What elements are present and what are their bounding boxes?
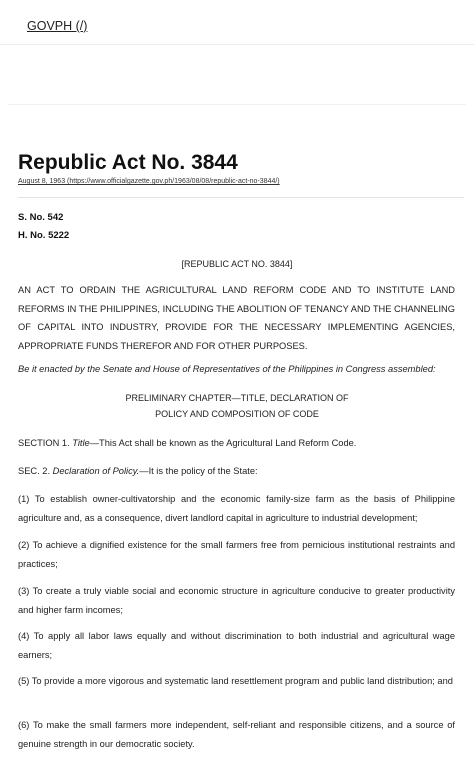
policy-item-5: (5) To provide a more vigorous and systematic land resettlement program and public land distribution; and: [18, 676, 453, 686]
policy-item-3: (3) To create a truly viable social and economic structure in agriculture conducive to greater productivity and higher farm incomes;: [18, 586, 455, 615]
section-2-heading: Declaration of Policy.: [52, 466, 140, 476]
section-1-prefix: SECTION 1.: [18, 438, 73, 448]
section-1-heading: Title: [72, 438, 90, 448]
senate-number: S. No. 542: [18, 212, 64, 223]
policy-item-1: (1) To establish owner-cultivatorship and the economic family-size farm as the basis of Philippine agriculture and, as a consequence, divert landlord capital in agriculture to industrial development;: [18, 494, 455, 523]
act-title: AN ACT TO ORDAIN THE AGRICULTURAL LAND REFORM CODE AND TO INSTITUTE LAND REFORMS IN THE PHILIPPINES, INCLUDING THE ABOLITION OF TENANCY AND THE CHANNELING OF CAPITAL INTO INDUSTRY, PROVIDE FOR THE NECESSARY IMPLEMENTING AGENCIES, APPROPRIATE FUNDS THEREFOR AND FOR OTHER PURPOSES.: [18, 285, 455, 351]
section-2: [18, 462, 455, 481]
enacting-clause: Be it enacted by the Senate and House of Representatives of the Philippines in Congress assembled:: [18, 364, 436, 374]
title-divider: [18, 197, 464, 198]
act-number: [REPUBLIC ACT NO. 3844]: [181, 259, 293, 269]
dateline-link[interactable]: August 8, 1963 (https://www.officialgazette.gov.ph/1963/08/08/republic-act-no-3844/): [18, 178, 280, 185]
section-2-prefix: SEC. 2.: [18, 466, 53, 476]
page-title: Republic Act No. 3844: [18, 151, 238, 174]
govph-home-link[interactable]: GOVPH (/): [27, 19, 88, 33]
section-1-text: —This Act shall be known as the Agricultural Land Reform Code.: [89, 438, 357, 448]
policy-item-6: (6) To make the small farmers more independent, self-reliant and responsible citizens, and a source of genuine strength in our democratic society.: [18, 720, 455, 749]
chapter-heading-line-1: PRELIMINARY CHAPTER—TITLE, DECLARATION OF: [125, 393, 349, 403]
house-number: H. No. 5222: [18, 230, 70, 241]
policy-item-4: (4) To apply all labor laws equally and without discrimination to both industrial and agricultural wage earners;: [18, 631, 455, 660]
section-1: [18, 434, 455, 453]
top-bar: [0, 0, 474, 45]
header-divider: [8, 104, 466, 105]
policy-item-2: (2) To achieve a dignified existence for the small farmers free from pernicious institutional restraints and practices;: [18, 540, 455, 569]
chapter-heading-line-2: POLICY AND COMPOSITION OF CODE: [155, 409, 319, 419]
section-2-text: —It is the policy of the State:: [139, 466, 258, 476]
